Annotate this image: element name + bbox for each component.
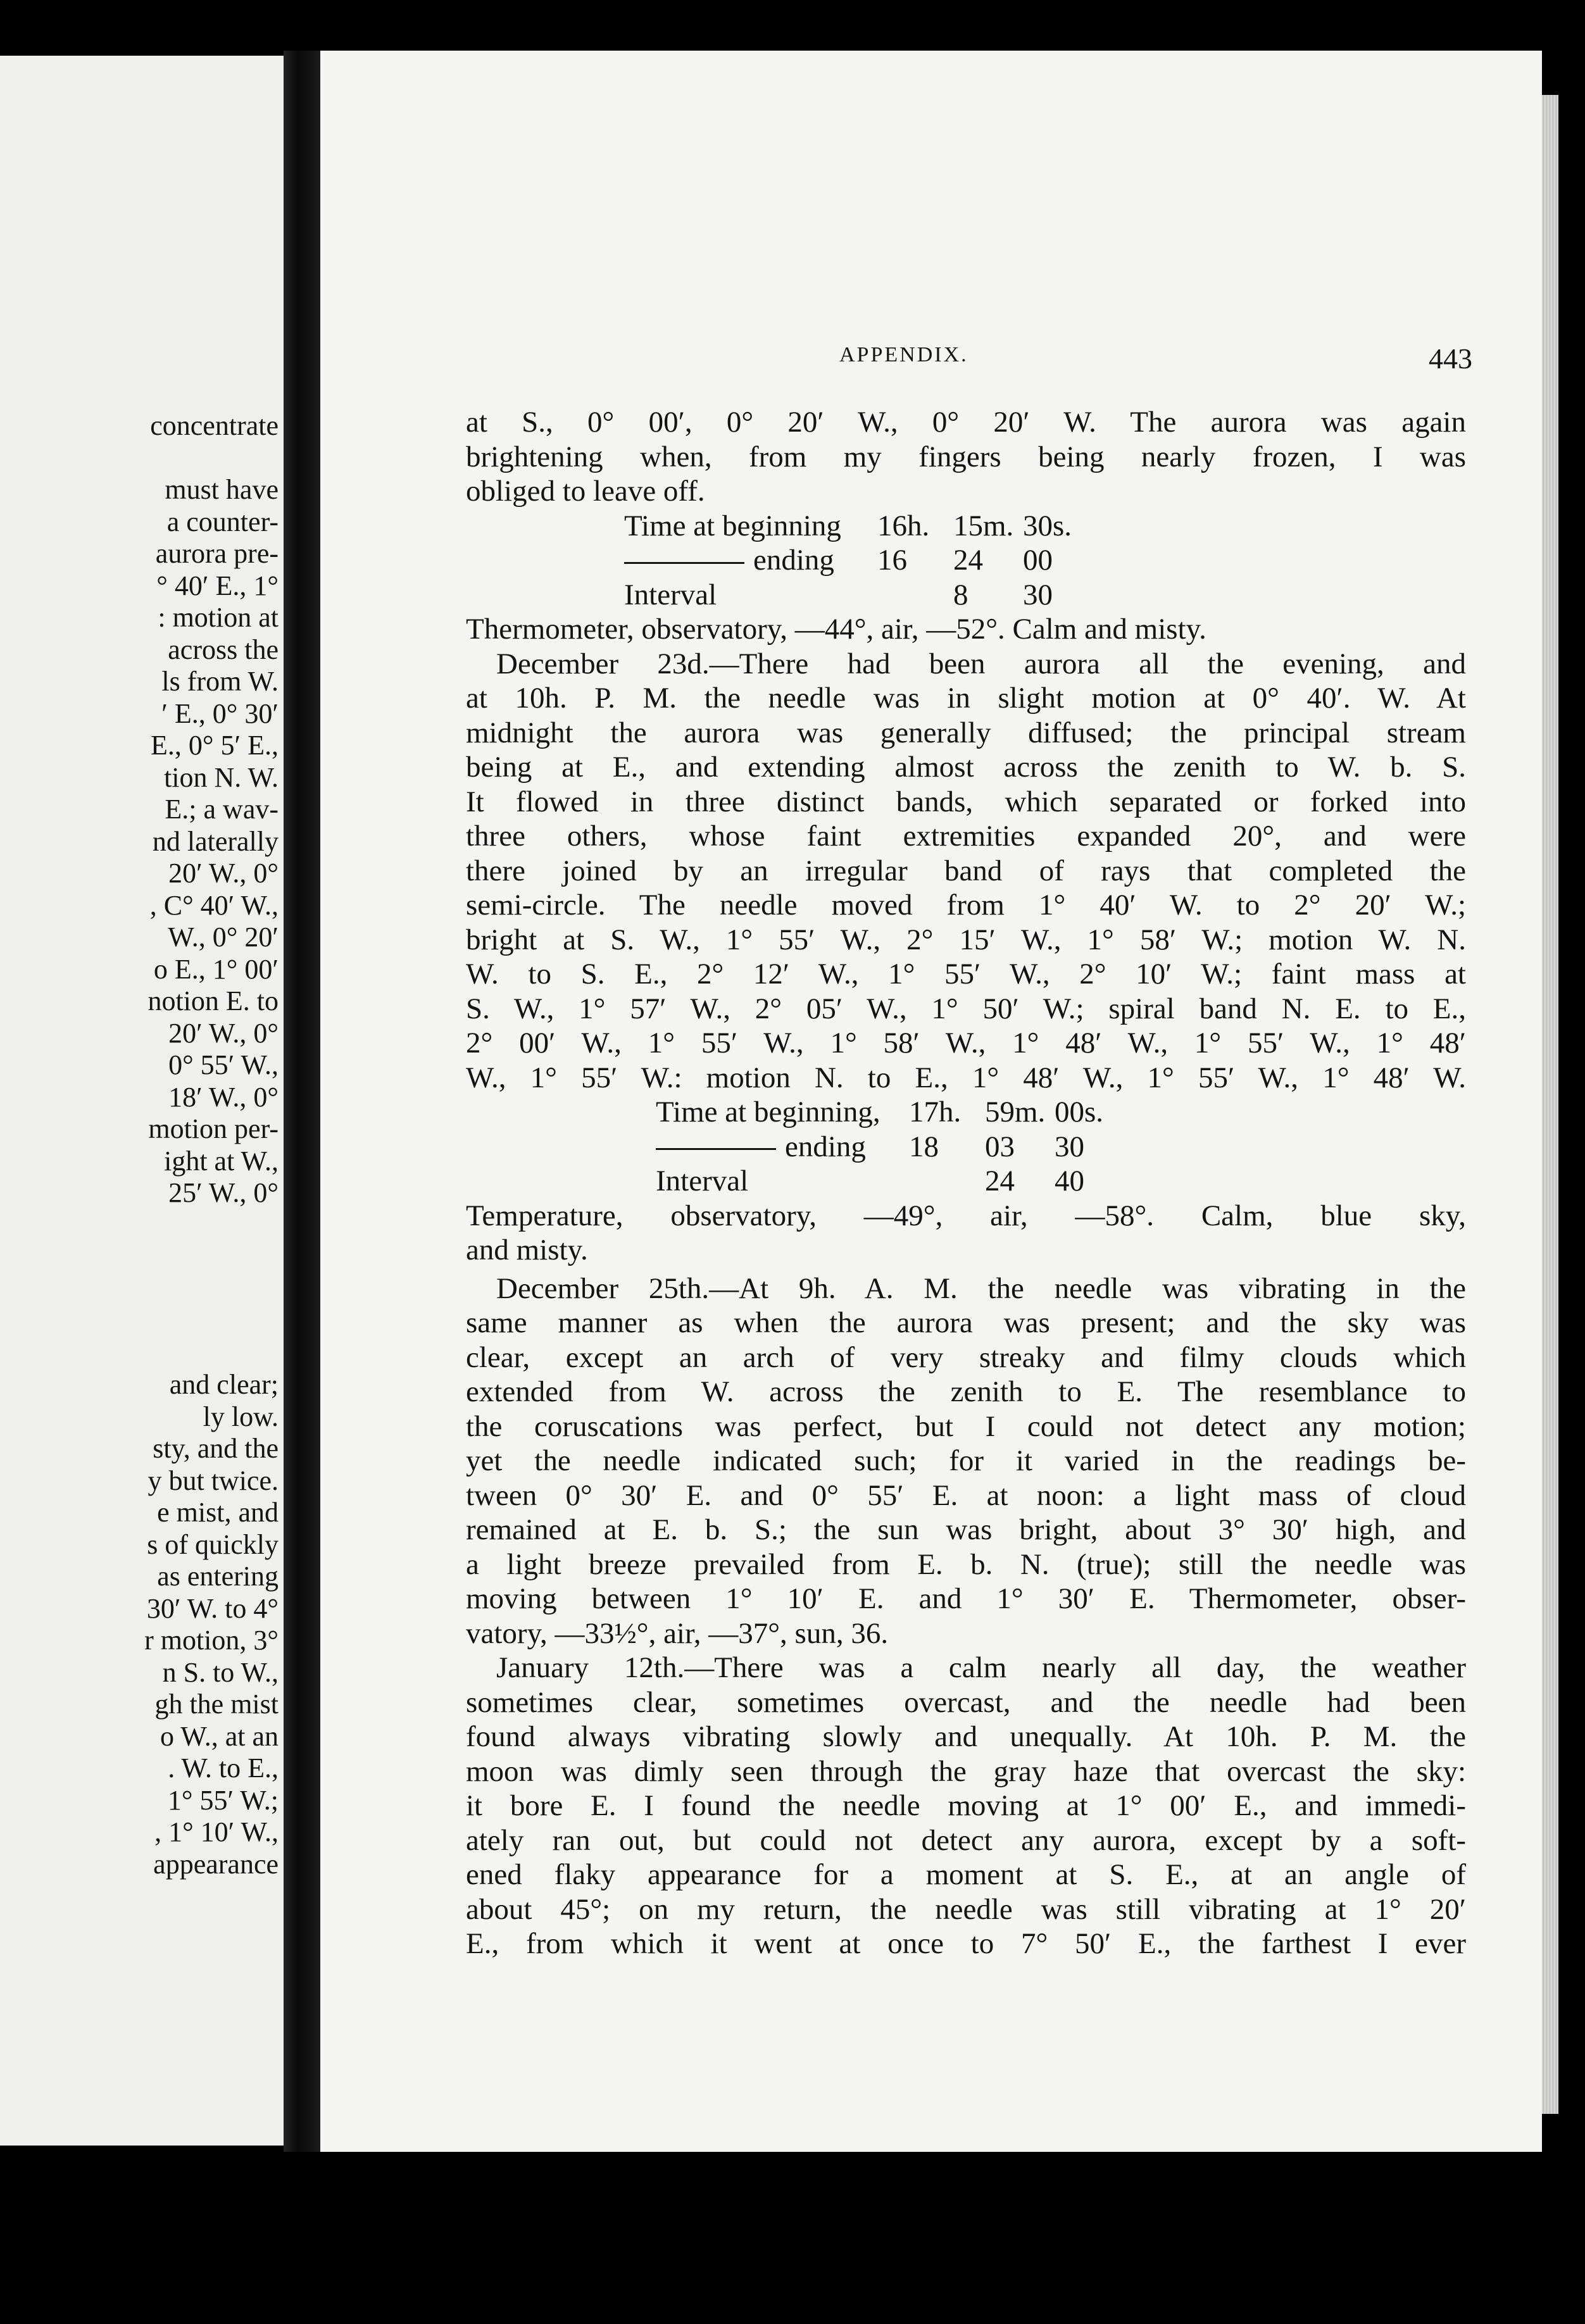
left-page-fragment: o E., 1° 00′ <box>153 953 279 985</box>
table-row <box>624 543 1466 578</box>
text-line: January 12th.—There was a calm nearly all day, the weather <box>496 1651 1466 1684</box>
ditto-rule <box>624 562 744 564</box>
left-page-fragment: aurora pre- <box>155 538 279 569</box>
page-edge <box>1542 95 1558 2114</box>
table-label: Time at beginning, <box>656 1096 880 1128</box>
paragraph-3 <box>466 647 1466 1096</box>
left-page-fragment: must have <box>165 474 279 505</box>
page-number: 443 <box>1429 342 1472 375</box>
table-label: Time at beginning <box>624 509 841 542</box>
text-line: tween 0° 30′ E. and 0° 55′ E. at noon: a light mass of cloud <box>466 1478 1466 1512</box>
text-line: ately ran out, but could not detect any aurora, except by a soft- <box>466 1823 1466 1857</box>
text-line: semi-circle. The needle moved from 1° 40′ W. to 2° 20′ W.; <box>466 889 1466 921</box>
left-page-fragment: ° 40′ E., 1° <box>156 570 279 601</box>
text-line: a light breeze prevailed from E. b. N. (true); still the needle was <box>466 1547 1466 1581</box>
text-line: brightening when, from my fingers being nearly frozen, I was <box>466 440 1466 473</box>
text-line: It flowed in three distinct bands, which separated or forked into <box>466 785 1466 818</box>
left-page-fragment: 30′ W. to 4° <box>146 1592 279 1624</box>
left-page-fragment: , C° 40′ W., <box>149 889 279 921</box>
table-label: ending <box>753 544 834 577</box>
ditto-rule <box>656 1148 776 1150</box>
left-page-fragment: . W. to E., <box>168 1752 279 1784</box>
left-page-fragment: tion N. W. <box>164 761 279 793</box>
table-cell: 40 <box>1055 1165 1084 1197</box>
text-line: Temperature, observatory, —49°, air, —58°. Calm, blue sky, <box>466 1199 1466 1232</box>
left-page-fragment: , 1° 10′ W., <box>154 1816 279 1847</box>
left-page-fragment: notion E. to <box>147 985 279 1016</box>
left-page-fragment: 20′ W., 0° <box>168 858 279 889</box>
text-line: W. to S. E., 2° 12′ W., 1° 55′ W., 2° 10′ W.; faint mass at <box>466 958 1466 990</box>
table-cell: 59m. <box>985 1096 1046 1128</box>
left-page-fragment: s of quickly <box>147 1528 279 1560</box>
paragraph-1 <box>466 405 1466 509</box>
text-line: midnight the aurora was generally diffused; the principal stream <box>466 716 1466 749</box>
text-line: remained at E. b. S.; the sun was bright, about 3° 30′ high, and <box>466 1513 1466 1546</box>
text-line: at S., 0° 00′, 0° 20′ W., 0° 20′ W. The aurora was again <box>466 406 1466 439</box>
text-line: found always vibrating slowly and unequally. At 10h. P. M. the <box>466 1720 1466 1753</box>
table-label: Interval <box>624 578 717 611</box>
text-line: Thermometer, observatory, —44°, air, —52°. Calm and misty. <box>466 613 1206 646</box>
left-page-fragment: appearance <box>153 1848 279 1880</box>
table-cell: 24 <box>985 1165 1015 1197</box>
table-cell: 18 <box>909 1130 939 1163</box>
left-page <box>0 56 284 2146</box>
left-page-fragment: ly low. <box>203 1401 279 1432</box>
table-cell: 24 <box>953 544 983 577</box>
paragraph-2 <box>466 612 1466 647</box>
left-page-fragment: : motion at <box>158 602 279 633</box>
table-cell <box>877 578 953 613</box>
text-line: at 10h. P. M. the needle was in slight motion at 0° 40′. W. At <box>466 682 1466 715</box>
text-line: about 45°; on my return, the needle was still vibrating at 1° 20′ <box>466 1892 1466 1926</box>
table-cell: 00s. <box>1055 1096 1104 1128</box>
left-page-fragment: E., 0° 5′ E., <box>151 730 279 761</box>
left-page-fragment: across the <box>168 634 279 665</box>
text-line: E., from which it went at once to 7° 50′ E., the farthest I ever <box>466 1927 1466 1960</box>
time-table-1 <box>624 509 1466 613</box>
table-row <box>624 509 1466 544</box>
left-page-fragment: y but twice. <box>147 1465 279 1496</box>
table-row <box>656 1130 1466 1165</box>
left-page-fragment: 25′ W., 0° <box>168 1177 279 1208</box>
left-page-fragment: r motion, 3° <box>144 1625 279 1656</box>
table-label: ending <box>785 1130 866 1163</box>
table-cell <box>909 1164 985 1199</box>
table-cell: 15m. <box>953 509 1014 542</box>
text-line: it bore E. I found the needle moving at 1° 00′ E., and immedi- <box>466 1789 1466 1822</box>
text-line: yet the needle indicated such; for it varied in the readings be- <box>466 1444 1466 1477</box>
table-row <box>656 1095 1466 1130</box>
text-line: clear, except an arch of very streaky and filmy clouds which <box>466 1340 1466 1374</box>
left-page-fragment: and clear; <box>169 1369 279 1400</box>
table-row <box>624 578 1466 613</box>
book-gutter <box>284 51 320 2152</box>
left-page-fragment: motion per- <box>148 1113 279 1144</box>
text-line: W., 1° 55′ W.: motion N. to E., 1° 48′ W., 1° 55′ W., 1° 48′ W. <box>466 1061 1466 1094</box>
left-page-fragment: n S. to W., <box>162 1656 279 1688</box>
text-line: same manner as when the aurora was present; and the sky was <box>466 1306 1466 1339</box>
table-label: Interval <box>656 1165 749 1197</box>
left-page-fragment: W., 0° 20′ <box>168 921 279 953</box>
table-cell: 30 <box>1023 578 1053 611</box>
left-page-fragment: 20′ W., 0° <box>168 1017 279 1049</box>
left-page-fragment: 18′ W., 0° <box>168 1081 279 1113</box>
table-cell: 03 <box>985 1130 1015 1163</box>
text-line: bright at S. W., 1° 55′ W., 2° 15′ W., 1° 58′ W.; motion W. N. <box>466 923 1466 956</box>
table-cell: 16h. <box>877 509 930 542</box>
text-line: 2° 00′ W., 1° 55′ W., 1° 58′ W., 1° 48′ W., 1° 55′ W., 1° 48′ <box>466 1027 1466 1059</box>
text-line: moon was dimly seen through the gray haze that overcast the sky: <box>466 1754 1466 1788</box>
table-cell: 17h. <box>909 1096 962 1128</box>
text-line: December 25th.—At 9h. A. M. the needle was vibrating in the <box>496 1271 1466 1305</box>
running-head: APPENDIX. <box>839 343 968 366</box>
left-page-fragment: ight at W., <box>164 1145 279 1177</box>
page-body <box>466 405 1466 1961</box>
text-line: three others, whose faint extremities expanded 20°, and were <box>466 820 1466 853</box>
left-page-fragment: gh the mist <box>154 1689 279 1720</box>
left-page-fragment: o W., at an <box>160 1720 279 1752</box>
left-page-fragment: nd laterally <box>152 825 279 857</box>
text-line: being at E., and extending almost across the zenith to W. b. S. <box>466 751 1466 784</box>
table-cell: 30 <box>1055 1130 1084 1163</box>
text-line: obliged to leave off. <box>466 475 705 508</box>
table-cell: 30s. <box>1023 509 1072 542</box>
text-line: S. W., 1° 57′ W., 2° 05′ W., 1° 50′ W.; spiral band N. E. to E., <box>466 992 1466 1025</box>
text-line: moving between 1° 10′ E. and 1° 30′ E. Thermometer, obser- <box>466 1582 1466 1615</box>
left-page-fragment: a counter- <box>166 506 279 537</box>
paragraph-5 <box>466 1271 1466 1651</box>
left-page-fragment: sty, and the <box>153 1433 279 1464</box>
paragraph-4 <box>466 1199 1466 1268</box>
left-page-fragment: e mist, and <box>157 1497 279 1528</box>
left-page-fragment: concentrate <box>150 410 279 441</box>
left-page-fragment: 1° 55′ W.; <box>167 1784 279 1816</box>
table-row <box>656 1164 1466 1199</box>
text-line: extended from W. across the zenith to E. The resemblance to <box>466 1375 1466 1408</box>
left-page-fragment: 0° 55′ W., <box>168 1049 279 1080</box>
text-line: ened flaky appearance for a moment at S. E., at an angle of <box>466 1858 1466 1891</box>
text-line: sometimes clear, sometimes overcast, and the needle had been <box>466 1685 1466 1719</box>
table-cell: 8 <box>953 578 968 611</box>
text-line: and misty. <box>466 1234 588 1266</box>
text-line: there joined by an irregular band of rays that completed the <box>466 854 1466 887</box>
paragraph-6 <box>466 1651 1466 1961</box>
left-page-fragment: E.; a wav- <box>165 794 279 825</box>
time-table-2 <box>656 1095 1466 1199</box>
right-page <box>320 51 1542 2152</box>
left-page-fragment: as entering <box>157 1561 279 1592</box>
text-line: the coruscations was perfect, but I could not detect any motion; <box>466 1409 1466 1443</box>
left-page-fragment: ′ E., 0° 30′ <box>161 697 279 729</box>
text-line: December 23d.—There had been aurora all the evening, and <box>496 647 1466 680</box>
table-cell: 16 <box>877 544 907 577</box>
table-cell: 00 <box>1023 544 1053 577</box>
left-page-fragment: ls from W. <box>161 666 279 697</box>
text-line: vatory, —33½°, air, —37°, sun, 36. <box>466 1616 889 1650</box>
